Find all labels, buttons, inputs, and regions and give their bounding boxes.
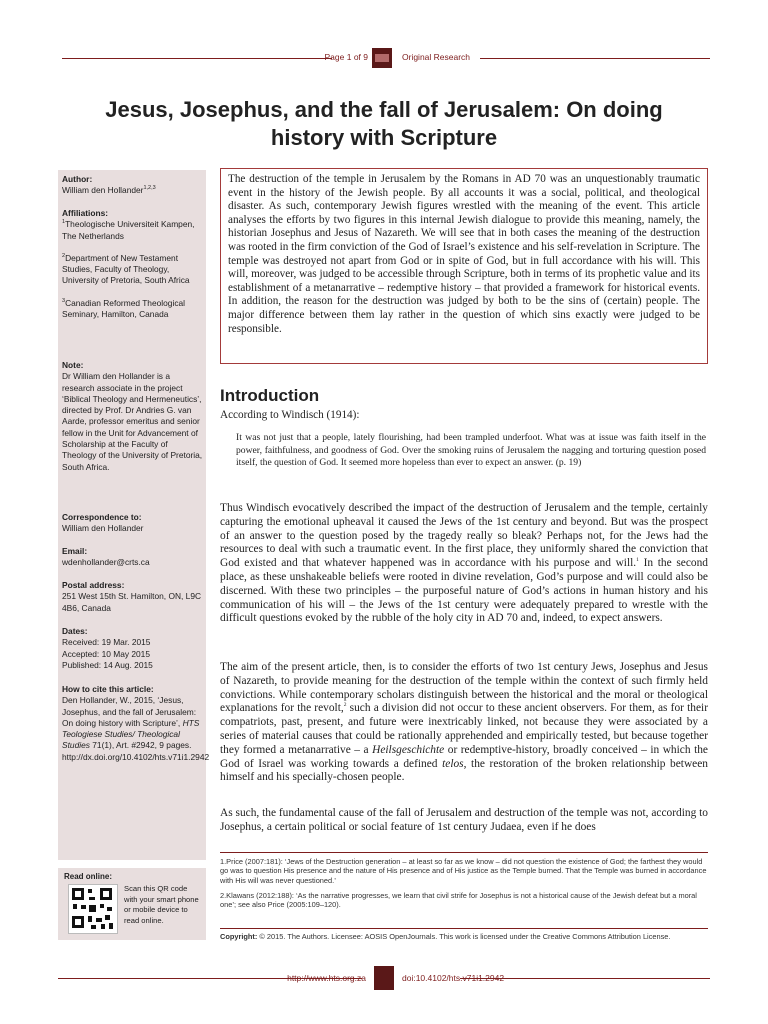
doi-link[interactable]: doi:10.4102/hts.v71i1.2942 <box>402 973 505 983</box>
footnote-ref-2[interactable]: 2 <box>343 702 347 709</box>
p2-italic-heilsgeschichte: Heilsgeschichte <box>372 743 445 756</box>
correspondence-name: William den Hollander <box>62 523 144 534</box>
footnote-divider <box>220 852 708 853</box>
footnote-ref-1[interactable]: 1 <box>636 557 639 564</box>
email-label: Email: <box>62 546 88 556</box>
read-online-label: Read online: <box>64 872 113 881</box>
header-rule-right <box>480 58 710 59</box>
email-address[interactable]: wdenhollander@crts.ca <box>62 557 150 568</box>
p1-text-b: In the second place, as these unshakeable beliefs were rooted in divine revelation, God’s purpose and will could also be discerned. With these two principles – the purposeful nature of God’s actions in human history and his communication of his will – the Jews of the 1st century were adequately prepared to wrestle with the difficult questions evoked by the rubble of the holy city in AD 70 and, indeed, to expect answers. <box>220 557 708 625</box>
p2-text-b: such a division did not occur to these ancient observers. For them, as for their compatriots, past, present, and future were inextricably linked, not because they were associated by a series of material causes that could be rationally apprehended and empirically tested, but because together they formed a metanarrative – a <box>220 702 708 756</box>
author-block <box>62 174 204 197</box>
citation-pre: Den Hollander, W., 2015, ‘Jesus, Josephus, and the fall of Jerusalem: On doing history with Scripture’, <box>62 695 197 728</box>
date-published: Published: 14 Aug. 2015 <box>62 659 153 670</box>
postal-label: Postal address: <box>62 580 125 590</box>
affiliation-3 <box>62 298 204 321</box>
affiliations-block <box>62 208 204 320</box>
copyright-notice <box>220 932 708 942</box>
aff3-sup: 3 <box>62 297 66 304</box>
postal-block <box>62 580 204 614</box>
copyright-divider <box>220 928 708 929</box>
abstract: The destruction of the temple in Jerusalem by the Romans in AD 70 was an unquestionably traumatic event in the history of the Jewish people. By all accounts it was a social, political, and theological disaster. As such, contemporary Jewish figures wrestled with the meaning of the event. This article analyses the efforts by two figures in this internal Jewish dialogue to provide this meaning, namely, the historian Josephus and Jesus of Nazareth. We will see that in both cases the meaning of the destruction was rooted in the firm conviction of the God of Israel’s existence and his self-revelation in Scripture. The temple was destroyed not apart from God or in spite of God, but in full accordance with his will. This will, moreover, was judged to be accessible through Scripture, both in terms of its prophetic value and its establishment of a metanarrative – redemptive history – that provided a framework for historical events. In addition, the reason for the destruction was judged by both to be the sins of (certain) people. The major difference between them lay rather in the question of which sins exactly were judged to be responsible. <box>220 168 708 364</box>
note-text: Dr William den Hollander is a research associate in the project ‘Biblical Theology and Hermeneutics’, directed by Prof. Dr Andries G. van Aarde, professor emeritus and senior fellow in the Unit for Advancement of Scholarship at the Faculty of Theology of the University of Pretoria, South Africa. <box>62 371 203 472</box>
aff2-sup: 2 <box>62 253 66 260</box>
postal-address: 251 West 15th St. Hamilton, ON, L9C 4B6, Canada <box>62 591 202 613</box>
dates-block <box>62 626 204 671</box>
title-line-1: Jesus, Josephus, and the fall of Jerusalem: On doing <box>105 97 663 122</box>
article-info-sidebar <box>58 170 210 860</box>
title-line-2: history with Scripture <box>270 125 498 150</box>
block-quote: It was not just that a people, lately flourishing, had been trampled underfoot. What was at issue was faith itself in the power, faithfulness, and goodness of God. Over the smoking ruins of Jerusalem the nagging and torturing question posed itself, the question of God. It seemed more hopeless than ever to expect an answer. (p. 19) <box>236 432 706 469</box>
affiliation-1 <box>62 219 204 242</box>
date-received: Received: 19 Mar. 2015 <box>62 637 151 648</box>
journal-logo-icon <box>372 48 392 68</box>
page-number: Page 1 of 9 <box>324 52 368 62</box>
dates-label: Dates: <box>62 626 88 636</box>
footer-block-icon <box>374 966 394 990</box>
introduction-heading: Introduction <box>220 386 320 405</box>
p2-text-d: , the restoration of the broken relationship between himself and his specially-chosen people. <box>220 757 708 784</box>
page-footer <box>0 966 768 992</box>
read-online-instructions: Scan this QR code with your smart phone or mobile device to read online. <box>124 884 199 925</box>
author-affiliation-sup: 1,2,3 <box>143 185 156 192</box>
author-name <box>62 185 204 196</box>
citation-label: How to cite this article: <box>62 684 154 694</box>
paragraph-1 <box>220 502 708 626</box>
introduction-lead: According to Windisch (1914): <box>220 409 360 421</box>
p2-italic-telos: telos <box>442 757 464 770</box>
citation-text <box>62 695 210 763</box>
citation-block <box>62 684 210 763</box>
note-block <box>62 360 204 473</box>
date-accepted: Accepted: 10 May 2015 <box>62 648 150 659</box>
p2-text-a: The aim of the present article, then, is to consider the efforts of two 1st century Jews, Josephus and Jesus of Nazareth, to provide meaning for the destruction of the temple within the context of such firmly held convictions. While contemporary scholars distinguish between the historical and the moral or theological explanations for the revolt, <box>220 661 708 715</box>
paragraph-2 <box>220 661 708 785</box>
aff1-sup: 1 <box>62 219 66 226</box>
aff2-text: Department of New Testament Studies, Faculty of Theology, University of Pretoria, South Africa <box>62 252 190 286</box>
aff1-text: Theologische Universiteit Kampen, The Netherlands <box>62 219 195 241</box>
footer-rule-right <box>460 978 710 979</box>
article-title <box>60 96 708 152</box>
article-section: Original Research <box>402 52 471 62</box>
paragraph-3: As such, the fundamental cause of the fall of Jerusalem and destruction of the temple was not, according to Josephus, a certain political or social feature of 1st century Judaea, even if he does <box>220 807 708 833</box>
p2-text-c: or redemptive-history, broadly conceived – in which the God of Israel was working towards a defined <box>220 743 708 770</box>
copyright-label: Copyright: <box>220 932 258 941</box>
author-name-text: William den Hollander <box>62 185 144 196</box>
author-label: Author: <box>62 174 93 184</box>
affiliation-2 <box>62 253 204 287</box>
page-header <box>0 48 768 70</box>
citation-journal: HTS Teologiese Studies/ Theological Studies <box>62 717 200 751</box>
p1-text-a: Thus Windisch evocatively described the impact of the destruction of Jerusalem and the temple, certainly capturing the emotional upheaval it caused the Jews of the 1st century and beyond. But was the prospect of an answer to the question posed by the tragedy really so bleak? Perhaps not, for the Jews had the resources to deal with such a traumatic event. In the first place, they uniformly shared the conviction that God existed and that whatever happened was in accordance with his purpose and will. <box>220 502 708 570</box>
header-rule-left <box>62 58 332 59</box>
footnote-2: 2.Klawans (2012:188): ‘As the narrative progresses, we learn that civil strife for Josephus is not a historical cause of the Jewish defeat but a moral one’; see also Price (2005:109–120). <box>220 891 697 910</box>
affiliations-label: Affiliations: <box>62 208 109 218</box>
citation-post[interactable]: 71(1), Art. #2942, 9 pages. http://dx.doi.org/10.4102/hts.v71i1.2942 <box>62 740 210 762</box>
read-online-box <box>58 868 206 940</box>
correspondence-label: Correspondence to: <box>62 512 142 522</box>
correspondence-block <box>62 512 204 535</box>
aff3-text: Canadian Reformed Theological Seminary, Hamilton, Canada <box>62 297 186 320</box>
note-label: Note: <box>62 360 84 370</box>
copyright-text: © 2015. The Authors. Licensee: AOSIS OpenJournals. This work is licensed under the Creative Commons Attribution License. <box>259 932 671 941</box>
email-block <box>62 546 204 569</box>
qr-code-icon[interactable] <box>68 884 118 934</box>
footnote-1: 1.Price (2007:181): ‘Jews of the Destruction generation – at least so far as we know – did not question the existence of God; the farthest they would go was to question His presence and the nature of His presence and of His justice as the Temple burned. That the Temple was burned in accordance with His will was never questioned.’ <box>220 857 707 885</box>
journal-url-link[interactable]: http://www.hts.org.za <box>287 973 366 983</box>
